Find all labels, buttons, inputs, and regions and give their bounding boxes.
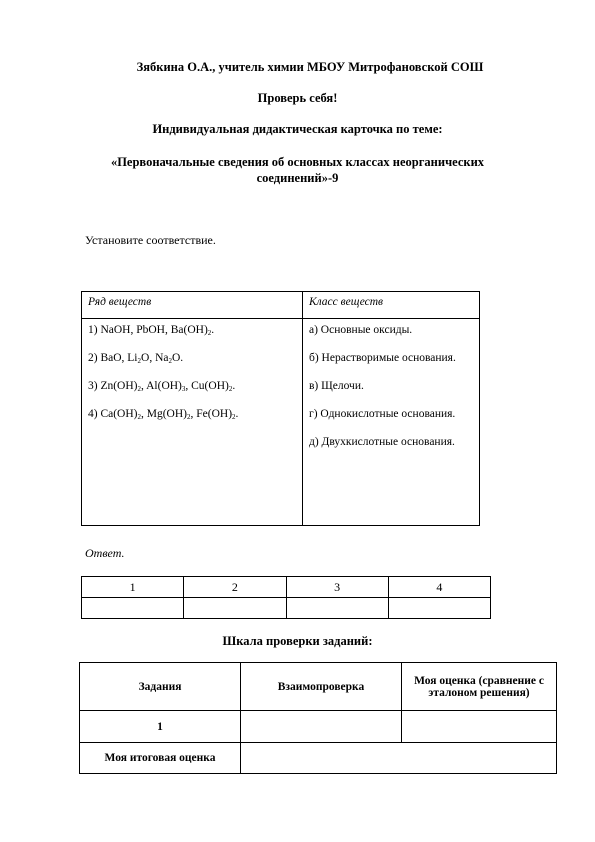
- answer-cell-3[interactable]: [286, 598, 388, 619]
- answer-table: [81, 576, 491, 619]
- final-grade-cell[interactable]: [241, 743, 557, 774]
- matching-table: [81, 291, 480, 526]
- class-item-d: г) Однокислотные основания.: [309, 408, 456, 420]
- scale-title: Шкала проверки заданий:: [222, 634, 373, 648]
- topic-title: «Первоначальные сведения об основных классах неорганических соединений»-9: [110, 155, 485, 185]
- answer-numbers-row: [82, 577, 491, 598]
- substances-cell: [82, 319, 303, 526]
- my-grade-cell[interactable]: [402, 711, 557, 743]
- author-line: Зябкина О.А., учитель химии МБОУ Митрофановской СОШ: [136, 60, 484, 74]
- answer-number-3: 3: [286, 577, 388, 598]
- class-item-e: д) Двухкислотные основания.: [309, 436, 455, 448]
- substance-item-3: 3) $Zn(OH)_2$, $Al(OH)_3$, $Cu(OH)_2$.: [88, 380, 236, 393]
- answer-cell-2[interactable]: [184, 598, 286, 619]
- scale-table: [79, 662, 557, 774]
- answer-cell-1[interactable]: [82, 598, 184, 619]
- scale-task-row: [80, 711, 557, 743]
- final-grade-label: Моя итоговая оценка: [80, 743, 241, 774]
- scale-final-row: [80, 743, 557, 774]
- matching-table-body-row: [82, 319, 480, 526]
- substance-item-2: 2) BaO, $Li_2O$, $Na_2O$.: [88, 352, 184, 365]
- instruction-text: Установите соответствие.: [85, 233, 216, 247]
- tasks-column-header: Задания: [80, 663, 241, 711]
- answer-number-1: 1: [82, 577, 184, 598]
- task-number: 1: [80, 711, 241, 743]
- class-item-a: а) Основные оксиды.: [309, 324, 413, 336]
- answer-label: Ответ.: [85, 546, 125, 560]
- substance-item-4: 4) $Ca(OH)_2$, $Mg(OH)_2$, $Fe(OH)_2$.: [88, 408, 239, 421]
- class-item-c: в) Щелочи.: [309, 380, 364, 392]
- peer-review-cell[interactable]: [241, 711, 402, 743]
- classes-cell: [303, 319, 480, 526]
- scale-header-row: [80, 663, 557, 711]
- answer-input-row: [82, 598, 491, 619]
- substances-column-header: Ряд веществ: [82, 292, 303, 319]
- classes-column-header: Класс веществ: [303, 292, 480, 319]
- my-grade-column-header: Моя оценка (сравнение с эталоном решения): [402, 663, 557, 711]
- matching-table-header-row: [82, 292, 480, 319]
- answer-number-2: 2: [184, 577, 286, 598]
- substance-item-1: 1) NaOH, PbOH, $Ba(OH)_2$.: [88, 324, 215, 337]
- check-yourself-heading: Проверь себя!: [257, 91, 338, 105]
- peer-review-column-header: Взаимопроверка: [241, 663, 402, 711]
- class-item-b: б) Нерастворимые основания.: [309, 352, 456, 364]
- card-title: Индивидуальная дидактическая карточка по теме:: [152, 122, 443, 136]
- answer-cell-4[interactable]: [388, 598, 490, 619]
- answer-number-4: 4: [388, 577, 490, 598]
